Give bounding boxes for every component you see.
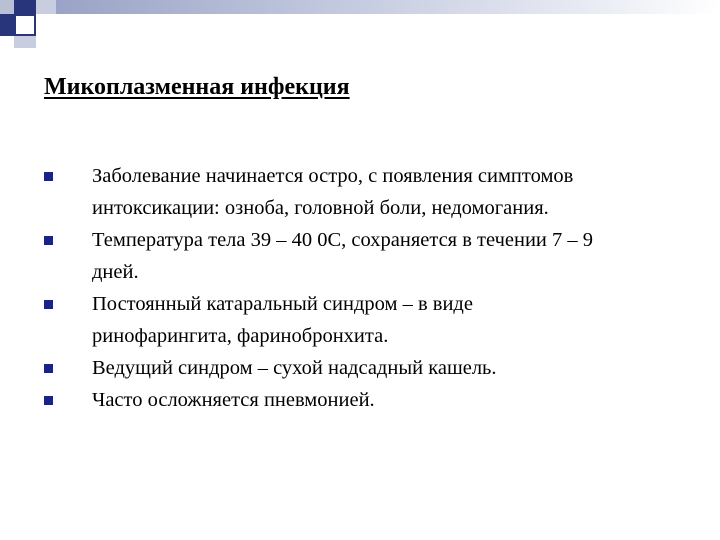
square-bullet-icon [44, 364, 53, 373]
bullet-text-line: Часто осложняется пневмонией. [92, 389, 375, 411]
bullet-item-2 [44, 224, 704, 288]
bullet-text-line: интоксикации: озноба, головной боли, недомогания. [92, 197, 549, 219]
corner-square-light [0, 0, 14, 14]
corner-square-outline [14, 14, 36, 36]
square-bullet-icon [44, 236, 53, 245]
bullet-item-5 [44, 384, 704, 416]
bullet-text-line: дней. [92, 261, 139, 283]
square-bullet-icon [44, 300, 53, 309]
bullet-text-line: Постоянный катаральный синдром – в виде [92, 293, 473, 315]
bullet-text-line: Температура тела 39 – 40 0С, сохраняется в течении 7 – 9 [92, 229, 594, 251]
bullet-text-line: Заболевание начинается остро, с появления симптомов [92, 165, 574, 187]
corner-square-dark [0, 14, 14, 36]
corner-square-dark [14, 0, 36, 14]
square-bullet-icon [44, 396, 53, 405]
bullet-item-3 [44, 288, 704, 352]
bullet-list [44, 160, 704, 416]
bullet-text-line: ринофарингита, фаринобронхита. [92, 325, 389, 347]
corner-square-light [14, 36, 36, 48]
header-gradient-band [56, 0, 720, 14]
bullet-text-line: Ведущий синдром – сухой надсадный кашель. [92, 357, 497, 379]
corner-square-light [36, 0, 56, 14]
bullet-item-1 [44, 160, 704, 224]
slide-title: Микоплазменная инфекция [44, 74, 350, 100]
square-bullet-icon [44, 172, 53, 181]
bullet-item-4 [44, 352, 704, 384]
